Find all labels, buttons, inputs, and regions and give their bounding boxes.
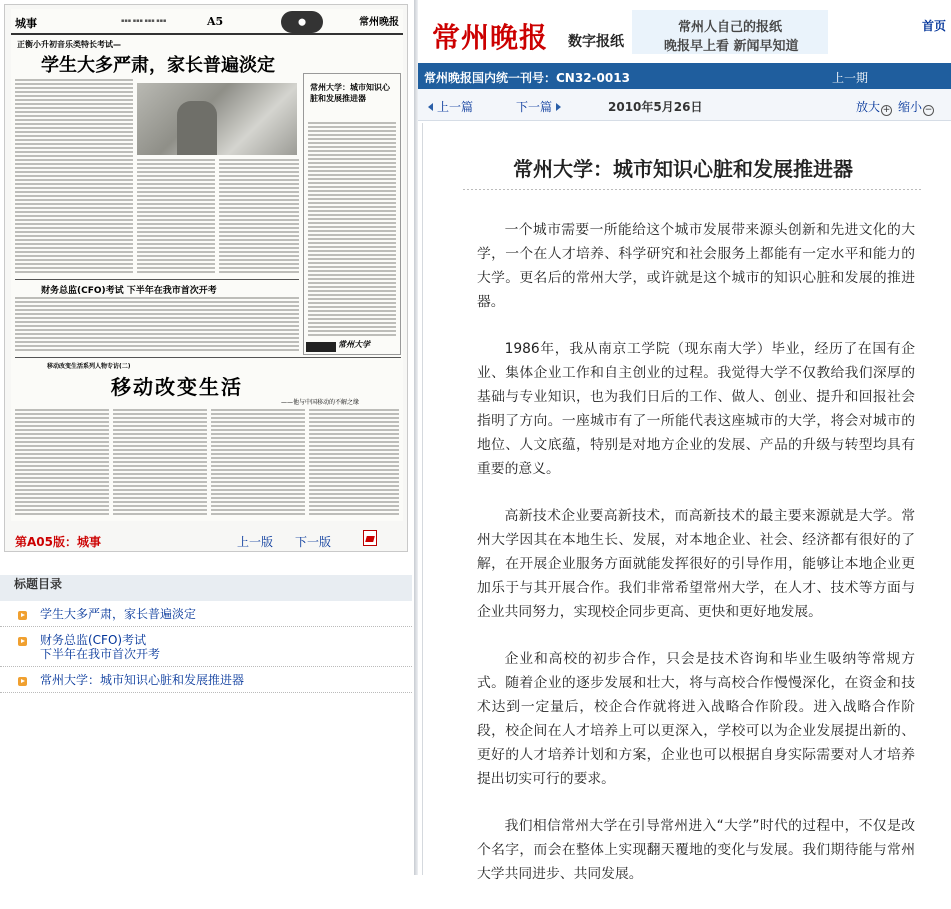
newspaper-subhead-3: ——他与中国移动的不解之缘 (281, 399, 360, 406)
arrow-right-icon (556, 103, 561, 111)
cn-number-bar (418, 63, 951, 89)
toc-item[interactable] (0, 627, 412, 667)
newspaper-headline-1[interactable]: 学生大多严肃，家长普遍淡定 (41, 55, 275, 76)
newspaper-masthead (11, 9, 403, 35)
slogan-banner (632, 10, 828, 54)
newspaper-page-code: A5 (207, 15, 224, 28)
toc-heading: 标题目录 (0, 575, 412, 601)
newspaper-text-block (137, 159, 215, 275)
right-panel (418, 0, 951, 882)
cn-number: 常州晚报国内统一刊号：CN32-0013 (424, 71, 630, 85)
article-paragraph: 高新技术企业要高新技术，而高新技术的最主要来源就是大学。常州大学因其在本地生长、发展，对本地企业、社会、经济都有很好的了解，在开展企业服务方面就能发挥很好的引导作用，能够让本地企业更加乐于与其开展合作。我们非常希望常州大学，在人才、技术等方面与企业共同努力，实现校企同步更高、更快和更好地发展。 (477, 508, 915, 620)
newspaper-headline-2[interactable]: 财务总监(CFO)考试 下半年在我市首次开考 (41, 286, 217, 296)
prev-article-label: 上一篇 (437, 100, 474, 114)
newspaper-text-block (211, 409, 305, 517)
article-container (422, 123, 951, 882)
newspaper-badge: ⬤ (281, 11, 323, 33)
newspaper-text-block (308, 122, 396, 338)
article-paragraph: 一个城市需要一所能给这个城市发展带来源头创新和先进文化的大学，一个在人才培养、科学研究和社会服务上都能有一定水平和能力的大学。更名后的常州大学，或许就是这个城市的知识心脏和发展的推进器。 (477, 222, 915, 310)
toc-item-label[interactable]: 学生大多严肃，家长普遍淡定 (40, 607, 197, 621)
newspaper-text-block (309, 409, 399, 517)
article-title: 常州大学：城市知识心脏和发展推进器 (513, 157, 853, 181)
newspaper-photo (137, 83, 297, 155)
article-paragraph: 我们相信常州大学在引导常州进入“大学”时代的过程中，不仅是改个名字，而会在整体上实现翻天覆地的变化与发展。我们期待能与常州大学共同进步、共同发展。 (477, 818, 915, 882)
toc-item[interactable] (0, 667, 412, 693)
article-paragraph: 1986年，我从南京工学院（现东南大学）毕业，经历了在国有企业、集体企业工作和自主创业的过程。我觉得大学不仅教给我们深厚的基础与专业知识，也为我们日后的工作、做人、创业、提升和回报社会指明了方向。一座城市有了一所能代表这座城市的大学，将会对城市的地位、人文底蕴，特别是对地方企业的发展、产品的升级与转型均具有重要的意义。 (477, 341, 915, 477)
next-article-label: 下一篇 (516, 100, 553, 114)
zoom-in-label: 放大 (856, 100, 881, 114)
arrow-left-icon (428, 103, 433, 111)
next-article-link[interactable] (516, 98, 561, 115)
bullet-arrow-icon (18, 677, 27, 686)
pdf-icon[interactable] (363, 530, 377, 546)
toc-item-label[interactable]: 常州大学：城市知识心脏和发展推进器 (40, 673, 245, 687)
newspaper-sidebox-title: 常州大学：城市知识心脏和发展推进器 (310, 82, 390, 103)
newspaper-rule (15, 279, 299, 280)
site-logo[interactable]: 常州晚报 (432, 21, 549, 54)
plus-icon: + (882, 105, 891, 115)
article-body (477, 218, 915, 909)
newspaper-rule (15, 357, 401, 358)
newspaper-sidebox-foot: 常州大学 (338, 339, 370, 349)
article-nav (418, 89, 951, 121)
newspaper-text-block (15, 297, 299, 353)
bullet-arrow-icon (18, 611, 27, 620)
minus-icon: − (924, 105, 933, 115)
zoom-out-label: 缩小 (898, 100, 923, 114)
slogan-line-2: 晚报早上看 新闻早知道 (664, 39, 799, 54)
prev-article-link[interactable] (428, 98, 473, 115)
newspaper-brand: 常州晚报 (359, 17, 399, 28)
prev-page-link[interactable]: 上一版 (237, 535, 274, 549)
newspaper-page-frame (4, 4, 408, 552)
article-paragraph: 企业和高校的初步合作，只会是技术咨询和毕业生吸纳等常规方式。随着企业的逐步发展和壮大，将与高校合作慢慢深化，在资金和技术达到一定量后，校企合作就将进入战略合作阶段。进入战略合作阶段，校企间在人才培养上可以更深入，学校可以为企业发展提出新的、更好的人才培养计划和方案，企业也可以根据自身实际需要对人才培养提出切实可行的要求。 (477, 651, 915, 787)
prev-issue-link[interactable]: 上一期 (832, 71, 869, 85)
newspaper-page-image[interactable] (11, 9, 403, 521)
zoom-out-button[interactable] (898, 98, 934, 116)
paper-nav (5, 525, 408, 551)
left-panel (0, 0, 412, 875)
newspaper-sidebox-bar (306, 342, 336, 352)
issue-date: 2010年5月26日 (608, 100, 703, 114)
newspaper-headline-3[interactable]: 移动改变生活 (111, 375, 243, 399)
newspaper-text-block (15, 79, 133, 275)
newspaper-kicker-3: 移动改变生活系列人物专访(二) (47, 363, 131, 370)
toc-panel (0, 575, 412, 693)
newspaper-sidebox[interactable] (303, 73, 401, 355)
newspaper-text-block (113, 409, 207, 517)
newspaper-text-block (15, 409, 109, 517)
home-link[interactable]: 首页 (922, 19, 947, 33)
zoom-in-button[interactable] (856, 98, 892, 116)
newspaper-section: 城事 (15, 17, 37, 30)
newspaper-kicker: 正衡小升初音乐类特长考试— (17, 40, 121, 49)
article-title-divider (463, 189, 923, 190)
newspaper-meta: ▪▪▪ ▪▪▪ ▪▪▪ ▪▪▪ (121, 18, 167, 24)
newspaper-text-block (219, 159, 299, 275)
edition-label: 第A05版：城事 (15, 535, 101, 549)
slogan-line-1: 常州人自己的报纸 (678, 20, 783, 35)
next-page-link[interactable]: 下一版 (295, 535, 332, 549)
site-banner (418, 0, 951, 63)
site-logo-sub: 数字报纸 (568, 34, 624, 50)
toc-item-label[interactable]: 财务总监(CFO)考试 下半年在我市首次开考 (40, 633, 161, 661)
bullet-arrow-icon (18, 637, 27, 646)
toc-item[interactable] (0, 601, 412, 627)
